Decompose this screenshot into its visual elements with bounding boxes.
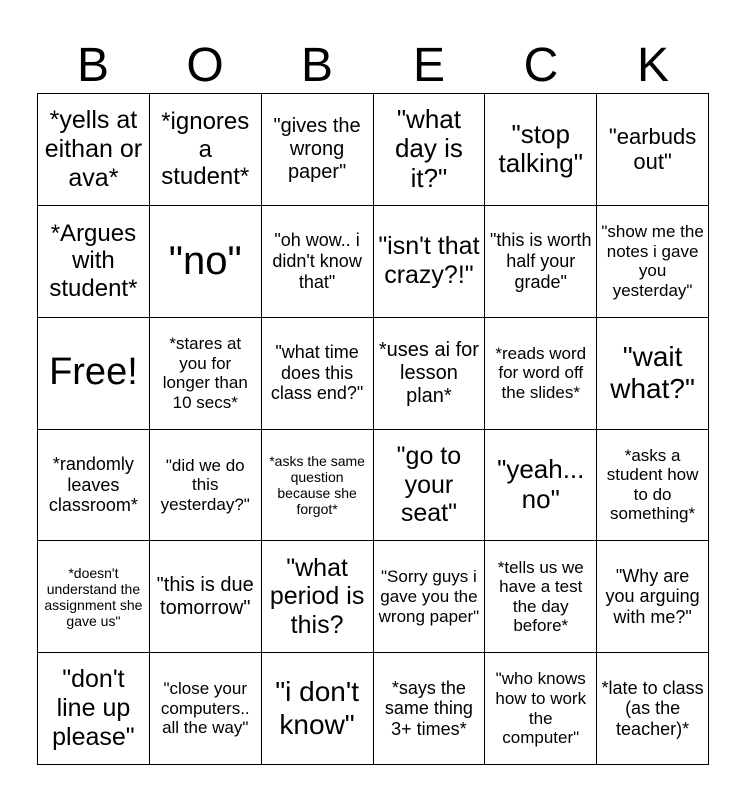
bingo-cell-text: *ignores a student* bbox=[161, 108, 250, 191]
bingo-cell[interactable] bbox=[38, 318, 150, 430]
bingo-cell[interactable] bbox=[38, 430, 150, 542]
header-letter: E bbox=[412, 39, 445, 92]
bingo-cell-text: *reads word for word off the slides* bbox=[495, 343, 587, 402]
bingo-cell[interactable] bbox=[150, 541, 262, 653]
bingo-cell-text: "Sorry guys i gave you the wrong paper" bbox=[378, 567, 480, 626]
bingo-cell-text: "yeah... no" bbox=[497, 454, 585, 514]
bingo-cell-text: *stares at you for longer than 10 secs* bbox=[162, 333, 248, 412]
bingo-cell[interactable] bbox=[262, 94, 374, 206]
bingo-header bbox=[37, 38, 709, 94]
bingo-cell-text: *late to class (as the teacher)* bbox=[601, 677, 704, 739]
bingo-cell[interactable] bbox=[150, 430, 262, 542]
bingo-cell-text: *Argues with student* bbox=[49, 219, 138, 303]
bingo-cell[interactable] bbox=[597, 94, 709, 206]
bingo-cell[interactable] bbox=[485, 318, 597, 430]
bingo-cell[interactable] bbox=[374, 653, 486, 765]
bingo-cell[interactable] bbox=[597, 541, 709, 653]
bingo-cell[interactable] bbox=[485, 430, 597, 542]
bingo-cell[interactable] bbox=[38, 94, 150, 206]
bingo-cell-text: "what period is this? bbox=[269, 553, 365, 640]
bingo-cell-text: "Why are you arguing with me?" bbox=[605, 565, 700, 628]
bingo-cell[interactable] bbox=[262, 430, 374, 542]
bingo-cell[interactable] bbox=[38, 206, 150, 318]
bingo-cell-text: "don't line up please" bbox=[52, 665, 135, 751]
bingo-cell[interactable] bbox=[38, 653, 150, 765]
header-letter: B bbox=[76, 39, 109, 92]
bingo-cell-text: *doesn't understand the assignment she gave us" bbox=[44, 564, 143, 629]
bingo-cell[interactable] bbox=[262, 653, 374, 765]
bingo-cell-text: "show me the notes i gave you yesterday" bbox=[601, 222, 704, 300]
bingo-cell[interactable] bbox=[374, 94, 486, 206]
bingo-cell-text: *asks the same question because she forgot* bbox=[269, 452, 365, 517]
bingo-cell[interactable] bbox=[262, 541, 374, 653]
bingo-cell-text: "earbuds out" bbox=[608, 124, 697, 175]
bingo-cell-text: "this is worth half your grade" bbox=[490, 230, 592, 292]
bingo-cell-text: "did we do this yesterday?" bbox=[160, 455, 250, 514]
bingo-board bbox=[37, 93, 709, 765]
bingo-cell-text: *says the same thing 3+ times* bbox=[384, 677, 473, 739]
bingo-cell[interactable] bbox=[38, 541, 150, 653]
bingo-cell-text: "stop talking" bbox=[498, 118, 583, 179]
bingo-cell-text: *asks a student how to do something* bbox=[606, 445, 699, 524]
bingo-cell[interactable] bbox=[597, 206, 709, 318]
header-letter: C bbox=[523, 39, 559, 92]
bingo-cell-text: "oh wow.. i didn't know that" bbox=[272, 230, 362, 292]
bingo-cell-text: "gives the wrong paper" bbox=[273, 114, 361, 183]
bingo-cell[interactable] bbox=[485, 541, 597, 653]
bingo-cell[interactable] bbox=[262, 206, 374, 318]
bingo-cell-text: "who knows how to work the computer" bbox=[495, 669, 587, 748]
bingo-cell-text: "i don't know" bbox=[275, 676, 359, 740]
bingo-cell[interactable] bbox=[374, 318, 486, 430]
bingo-cell[interactable] bbox=[374, 430, 486, 542]
bingo-cell-text: "what day is it?" bbox=[394, 103, 463, 194]
bingo-cell[interactable] bbox=[150, 318, 262, 430]
bingo-cell[interactable] bbox=[597, 430, 709, 542]
bingo-cell[interactable] bbox=[150, 206, 262, 318]
bingo-cell-text: "close your computers.. all the way" bbox=[160, 679, 250, 738]
bingo-cell[interactable] bbox=[150, 94, 262, 206]
bingo-cell[interactable] bbox=[262, 318, 374, 430]
bingo-cell-text: Free! bbox=[49, 351, 138, 394]
bingo-cell-text: "go to your seat" bbox=[396, 441, 462, 528]
bingo-cell[interactable] bbox=[485, 206, 597, 318]
bingo-cell[interactable] bbox=[597, 653, 709, 765]
bingo-cell[interactable] bbox=[374, 206, 486, 318]
bingo-cell-text: "wait what?" bbox=[610, 340, 695, 405]
bingo-cell-text: *yells at eithan or ava* bbox=[44, 106, 143, 192]
bingo-cell-text: *uses ai for lesson plan* bbox=[378, 338, 479, 407]
header-letter: O bbox=[186, 39, 224, 92]
bingo-cell[interactable] bbox=[485, 653, 597, 765]
bingo-cell-text: *randomly leaves classroom* bbox=[48, 453, 138, 516]
bingo-cell[interactable] bbox=[597, 318, 709, 430]
bingo-cell-text: "what time does this class end?" bbox=[270, 342, 364, 404]
bingo-cell-text: "isn't that crazy?!" bbox=[378, 232, 480, 290]
bingo-cell[interactable] bbox=[150, 653, 262, 765]
header-letter: B bbox=[300, 39, 333, 92]
bingo-cell[interactable] bbox=[374, 541, 486, 653]
bingo-cell-text: "this is due tomorrow" bbox=[156, 573, 254, 619]
bingo-cell-text: *tells us we have a test the day before* bbox=[497, 557, 584, 636]
header-letter: K bbox=[636, 39, 669, 92]
bingo-cell-text: "no" bbox=[168, 239, 242, 284]
bingo-cell[interactable] bbox=[485, 94, 597, 206]
